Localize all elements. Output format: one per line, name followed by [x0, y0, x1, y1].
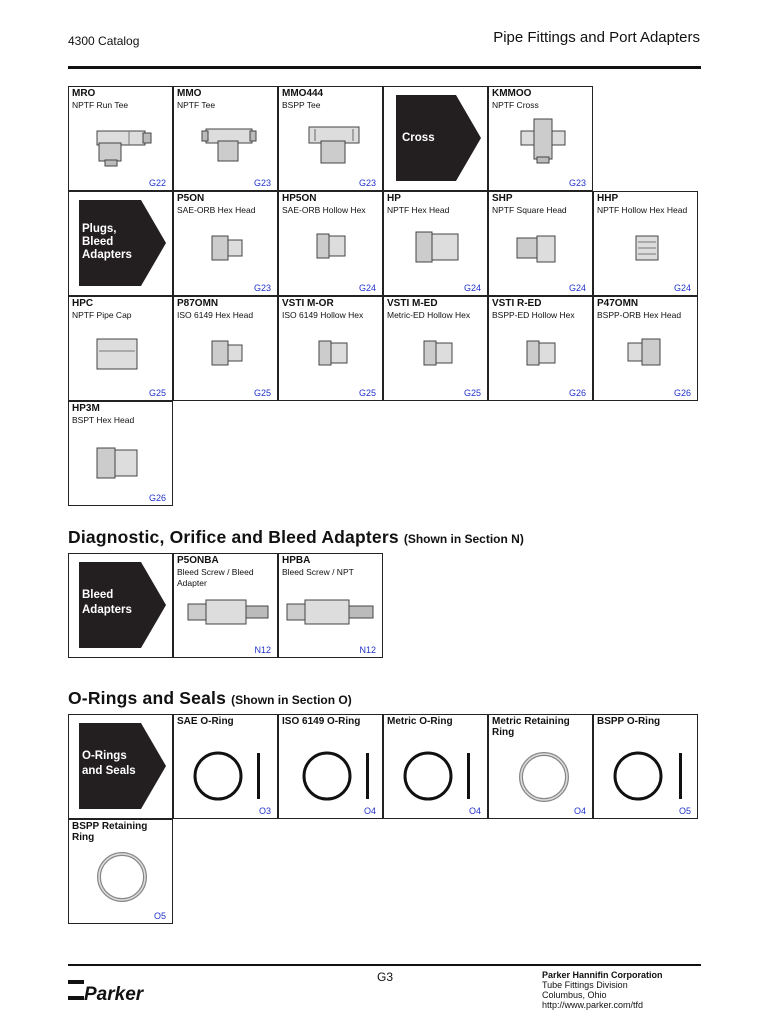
- hex-head-plug-image: [69, 402, 174, 507]
- hollow-hex-plug-image: [279, 192, 384, 297]
- fitting-p5onba[interactable]: P5ONBA Bleed Screw / Bleed Adapter N12: [173, 553, 278, 658]
- hex-head-plug-image: [174, 192, 279, 297]
- category-plugs-label-1: Plugs,: [82, 223, 117, 235]
- o-ring-image: [174, 715, 279, 820]
- oring-sae[interactable]: SAE O-Ring O3: [173, 714, 278, 819]
- category-cross-label: Cross: [402, 132, 435, 144]
- fitting-hp5on[interactable]: HP5ON SAE-ORB Hollow Hex G24: [278, 191, 383, 296]
- diagnostic-section-note: (Shown in Section N): [403, 532, 524, 546]
- tee-image: [174, 87, 279, 192]
- fitting-mmo444[interactable]: MMO444 BSPP Tee G23: [278, 86, 383, 191]
- orings-section-note: (Shown in Section O): [231, 693, 352, 707]
- o-ring-image: [279, 715, 384, 820]
- oring-metric[interactable]: Metric O-Ring O4: [383, 714, 488, 819]
- run-tee-image: [69, 87, 174, 192]
- category-plugs-label-2: Bleed: [82, 236, 114, 248]
- category-bleed-label-2: Adapters: [82, 604, 132, 616]
- cross-image: [489, 87, 594, 192]
- header-rule: [68, 66, 701, 69]
- category-cross: [383, 86, 488, 191]
- hollow-hex-plug-image: [489, 297, 594, 402]
- hollow-hex-plug-image: [279, 297, 384, 402]
- category-plugs: [68, 191, 173, 296]
- page-title: Pipe Fittings and Port Adapters: [493, 29, 700, 46]
- category-orings: [68, 714, 173, 819]
- retaining-ring-image: [489, 715, 594, 820]
- oring-iso-6149[interactable]: ISO 6149 O-Ring O4: [278, 714, 383, 819]
- hollow-hex-head-image: [594, 192, 699, 297]
- hex-head-plug-image: [594, 297, 699, 402]
- fitting-kmmoo[interactable]: KMMOO NPTF Cross G23: [488, 86, 593, 191]
- pipe-cap-image: [69, 297, 174, 402]
- fitting-hpba[interactable]: HPBA Bleed Screw / NPT N12: [278, 553, 383, 658]
- retaining-ring-image: [69, 820, 174, 925]
- location: Columbus, Ohio: [542, 990, 607, 1000]
- fitting-vsti-r-ed[interactable]: VSTI R-ED BSPP-ED Hollow Hex G26: [488, 296, 593, 401]
- category-arrow-shape: [384, 87, 489, 192]
- fitting-vsti-m-ed[interactable]: VSTI M-ED Metric-ED Hollow Hex G25: [383, 296, 488, 401]
- category-plugs-label-3: Adapters: [82, 249, 132, 261]
- category-bleed-label-1: Bleed: [82, 589, 114, 601]
- website-link[interactable]: http://www.parker.com/tfd: [542, 1000, 644, 1010]
- fitting-p87omn[interactable]: P87OMN ISO 6149 Hex Head G25: [173, 296, 278, 401]
- oring-bspp[interactable]: BSPP O-Ring O5: [593, 714, 698, 819]
- oring-metric-retaining[interactable]: Metric Retaining Ring O4: [488, 714, 593, 819]
- hex-head-plug-image: [384, 192, 489, 297]
- catalog-name: 4300 Catalog: [68, 34, 140, 48]
- hex-head-plug-image: [174, 297, 279, 402]
- o-ring-image: [384, 715, 489, 820]
- page-number: G3: [377, 970, 394, 984]
- oring-bspp-retaining[interactable]: BSPP Retaining Ring O5: [68, 819, 173, 924]
- orings-section-title: O-Rings and Seals (Shown in Section O): [68, 688, 352, 708]
- fitting-hhp[interactable]: HHP NPTF Hollow Hex Head G24: [593, 191, 698, 296]
- fitting-p47omn[interactable]: P47OMN BSPP-ORB Hex Head G26: [593, 296, 698, 401]
- diagnostic-section-title: Diagnostic, Orifice and Bleed Adapters (Shown in Section N): [68, 527, 524, 547]
- company-name: Parker Hannifin Corporation: [542, 970, 663, 980]
- division-name: Tube Fittings Division: [542, 980, 628, 990]
- fitting-mmo[interactable]: MMO NPTF Tee G23: [173, 86, 278, 191]
- bspp-tee-image: [279, 87, 384, 192]
- svg-text:Parker: Parker: [84, 984, 144, 1005]
- fitting-p5on[interactable]: P5ON SAE-ORB Hex Head G23: [173, 191, 278, 296]
- footer-rule: [68, 964, 701, 966]
- fitting-hp3m[interactable]: HP3M BSPT Hex Head G26: [68, 401, 173, 506]
- category-bleed: [68, 553, 173, 658]
- hollow-hex-plug-image: [384, 297, 489, 402]
- fitting-hpc[interactable]: HPC NPTF Pipe Cap G25: [68, 296, 173, 401]
- category-orings-label-2: and Seals: [82, 765, 136, 777]
- category-orings-label-1: O-Rings: [82, 750, 127, 762]
- parker-logo: [68, 974, 158, 1008]
- fitting-hp[interactable]: HP NPTF Hex Head G24: [383, 191, 488, 296]
- fitting-shp[interactable]: SHP NPTF Square Head G24: [488, 191, 593, 296]
- o-ring-image: [594, 715, 699, 820]
- square-head-plug-image: [489, 192, 594, 297]
- bleed-adapter-image: [279, 554, 384, 659]
- fitting-mro[interactable]: MRO NPTF Run Tee G22: [68, 86, 173, 191]
- bleed-adapter-image: [174, 554, 279, 659]
- company-info: [542, 970, 663, 1010]
- fitting-vsti-m-or[interactable]: VSTI M-OR ISO 6149 Hollow Hex G25: [278, 296, 383, 401]
